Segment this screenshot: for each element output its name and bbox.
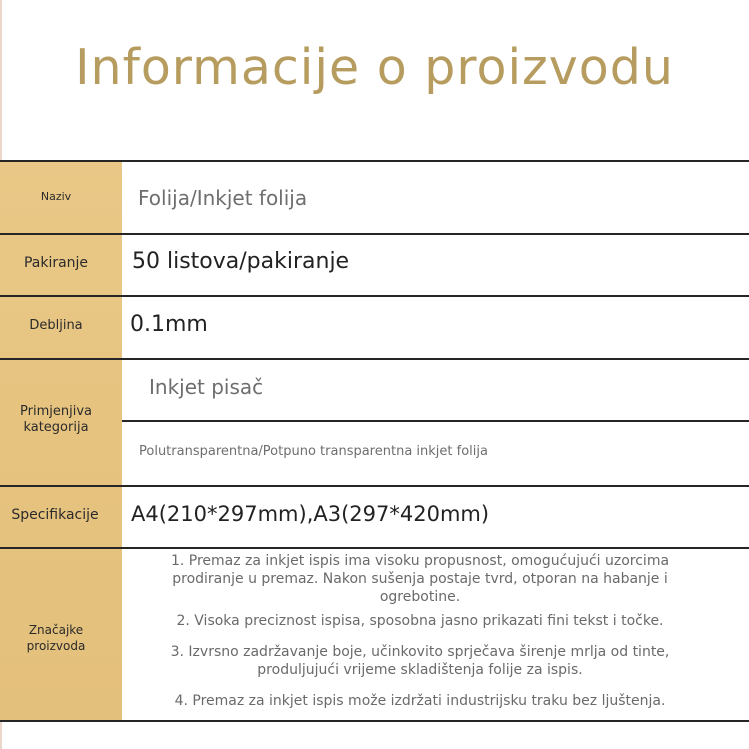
label-znacajke-line1: Značajke (28, 623, 84, 637)
value-kategorija-printer: Inkjet pisač (149, 375, 264, 399)
table-rule (0, 233, 749, 235)
label-znacajke (0, 622, 112, 654)
value-naziv: Folija/Inkjet folija (138, 186, 308, 210)
feature-3-line1: 3. Izvrsno zadržavanje boje, učinkovito sprječava širenje mrlja od tinte, (170, 644, 670, 660)
label-debljina: Debljina (29, 318, 83, 333)
value-kategorija-film: Polutransparentna/Potpuno transparentna inkjet folija (139, 444, 488, 459)
label-specifikacije: Specifikacije (11, 507, 99, 523)
feature-item-1 (130, 552, 710, 606)
table-rule (0, 720, 749, 722)
label-naziv: Naziv (40, 190, 72, 203)
table-rule (122, 420, 749, 422)
page-title: Informacije o proizvodu (75, 39, 674, 96)
feature-1-line2: prodiranje u premaz. Nakon sušenja postaje tvrd, otporan na habanje i (172, 571, 668, 587)
feature-item-3 (130, 643, 710, 679)
label-kategorija-line2: kategorija (23, 420, 89, 435)
value-debljina: 0.1mm (130, 312, 208, 337)
table-rule (0, 547, 749, 549)
table-rule (0, 485, 749, 487)
label-pakiranje: Pakiranje (23, 255, 89, 271)
feature-4-line1: 4. Premaz za inkjet ispis može izdržati industrijsku traku bez ljuštenja. (174, 693, 666, 709)
value-specifikacije: A4(210*297mm),A3(297*420mm) (131, 502, 490, 526)
value-pakiranje: 50 listova/pakiranje (132, 249, 350, 274)
feature-1-line3: ogrebotine. (379, 589, 461, 605)
feature-item-4 (130, 692, 710, 710)
table-rule (0, 160, 749, 162)
label-kategorija-line1: Primjenjiva (20, 404, 92, 419)
table-rule (0, 295, 749, 297)
feature-2-line1: 2. Visoka preciznost ispisa, sposobna jasno prikazati fini tekst i točke. (176, 613, 664, 629)
feature-1-line1: 1. Premaz za inkjet ispis ima visoku propusnost, omogućujući uzorcima (170, 553, 670, 569)
label-kategorija (0, 404, 112, 436)
feature-item-2 (130, 612, 710, 630)
table-rule (0, 358, 749, 360)
feature-3-line2: produljujući vrijeme skladištenja folije za ispis. (257, 662, 583, 678)
label-znacajke-line2: proizvoda (26, 639, 86, 653)
